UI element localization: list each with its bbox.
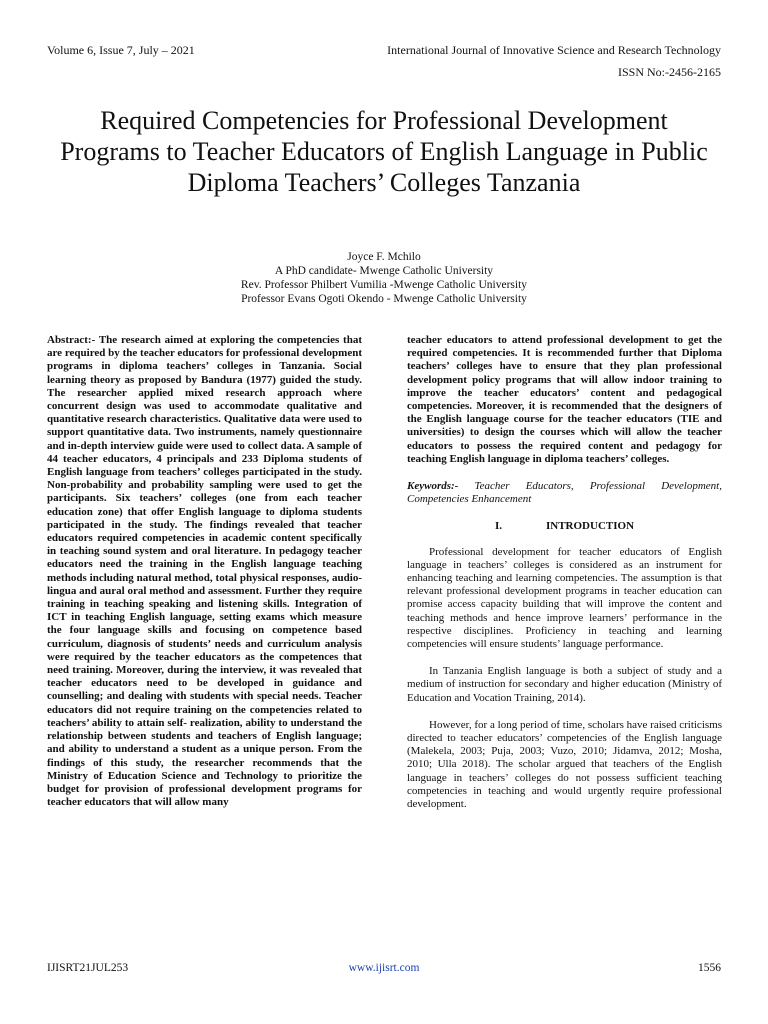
abstract-continuation: teacher educators to attend professional development to get the required competencies. It is recommended further that Diploma teachers’ colleges have to ensure that they plan professional development policy programs that will allow indoor training to improve the teacher educators’ content and pedagogical competencies. Moreover, it is recommended that the designers of the English language course for the teacher educators (TIE and universities) to design the courses which will allow the teacher educators to possess the required content and pedagogy for teaching English language in diploma teachers’ colleges.: [407, 334, 722, 465]
keywords: [407, 480, 722, 506]
section-title: INTRODUCTION: [546, 520, 635, 533]
section-number: I.: [494, 520, 502, 533]
paper-title: Required Competencies for Professional Development Programs to Teacher Educators of English Language in Public Diploma Teachers’ Colleges Tanzania: [60, 106, 708, 198]
author-affiliation: Professor Evans Ogoti Okendo - Mwenge Catholic University: [241, 293, 527, 305]
author-affiliation: A PhD candidate- Mwenge Catholic University: [274, 265, 494, 277]
abstract-text: Abstract:- The research aimed at exploring the competencies that are required by the teacher educators for professional development programs in diploma teachers’ colleges in Tanzania. Social learning theory as proposed by Bandura (1977) guided the study. The researcher applied mixed research approach where concurrent design was used to accommodate qualitative and quantitative research characteristics. Qualitative data were used to support quantitative data. Two instruments, namely questionnaire and in-depth interview guide were used to collect data. A sample of 44 teacher educators, 4 principals and 233 Diploma students of English language from teachers’ colleges participated in the study. Non-probability and probability sampling were used to get the participants. Six teachers’ colleges (one from each teacher education zone) that offer English language to diploma students participated in the study. The findings revealed that teacher educators required competencies in academic content specifically in teaching sound system and oral literature. In pedagogy teacher educators need the training in the English language teaching methods including natural method, total physical responses, audio- lingua and aural oral method and assessment. Further they require training in teaching speaking and listening skills. Integration of ICT in teaching English language, setting exams which measure the four language skills and focusing on competence based curriculum, diagnosis of students’ needs and curriculum analysis were required by the teacher educators as the competences that need training. Moreover, during the interview, it was revealed that teacher educators need to be developed in guidance and counselling; and dealing with students with special needs. Teacher educators did not require training on the competencies related to teachers’ ability to attain self- realization, ability to understand the relationship between students and teachers of English language; and ability to understand a student as a unique person. From the findings of this study, the researcher recommends that the Ministry of Education Science and Technology to prioritize the budget for provision of professional development programs for teacher educators that will allow many: [47, 334, 362, 809]
footer-page-number: 1556: [698, 962, 721, 974]
footer-paper-id: IJISRT21JUL253: [47, 962, 129, 974]
author-name: Joyce F. Mchilo: [347, 251, 421, 263]
keywords-text: Teacher Educators, Professional Development, Competencies Enhancement: [407, 480, 722, 506]
intro-paragraph: In Tanzania English language is both a subject of study and a medium of instruction for secondary and higher education (Ministry of Education and Vocation Training, 2014).: [407, 665, 722, 704]
keywords-label: Keywords:-: [407, 480, 459, 493]
footer-website-link[interactable]: www.ijisrt.com: [348, 962, 420, 974]
author-affiliation: Rev. Professor Philbert Vumilia -Mwenge Catholic University: [240, 279, 528, 291]
right-column: [407, 334, 722, 825]
running-header-journal: International Journal of Innovative Science and Research Technology: [387, 43, 721, 57]
section-heading: [407, 520, 722, 533]
running-header-volume: Volume 6, Issue 7, July – 2021: [47, 43, 195, 57]
running-header-issn: ISSN No:-2456-2165: [617, 65, 721, 79]
intro-paragraph: However, for a long period of time, scholars have raised criticisms directed to teacher educators’ competencies of the English language (Malekela, 2003; Puja, 2003; Vuzo, 2010; Jidamva, 2012; Mosha, 2010; Ulla 2018). The scholar argued that teachers of the English language in teachers’ colleges do not possess sufficient teaching competencies in teaching and would urgently require professional development.: [407, 718, 722, 811]
intro-paragraph: Professional development for teacher educators of English language in teachers’ colleges is considered as an instrument for enhancing teaching and learning competencies. The assumption is that relevant professional development programs in teacher education can promise access capacity building that will improve the content and teaching methods and hence improve learners’ performance in the respective disciplines. Proficiency in teaching and learning competencies will ensure students’ language performance.: [407, 545, 722, 651]
left-column: [47, 334, 362, 809]
author-block: [100, 250, 668, 306]
